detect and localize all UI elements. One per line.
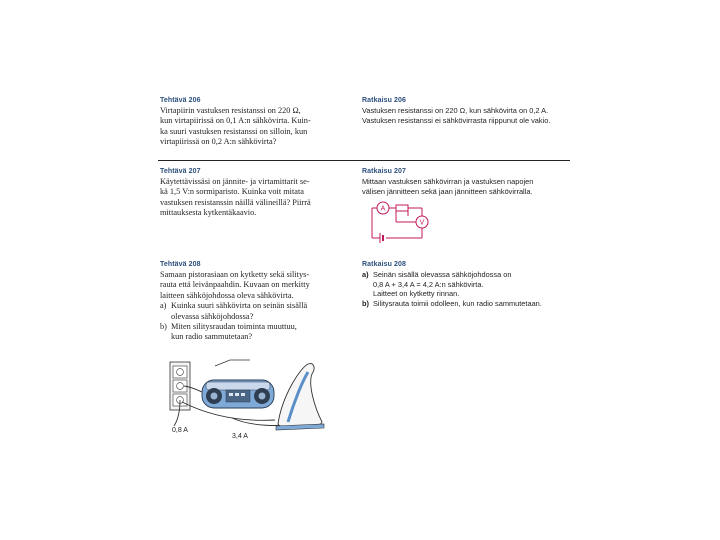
appliance-figure [160, 356, 350, 446]
task-208 [160, 261, 340, 343]
item-label: a) [160, 301, 167, 311]
task-206-text [160, 106, 340, 148]
task-208-heading: Tehtävä 208 [160, 261, 201, 268]
item-label: a) [362, 270, 369, 279]
item-label: b) [362, 298, 369, 308]
solution-206-heading: Ratkaisu 206 [362, 97, 407, 104]
circuit-diagram [366, 196, 438, 246]
task-206-line: virtapiirissä on 0,2 A:n sähkövirta? [160, 137, 277, 147]
solution-208-heading: Ratkaisu 208 [362, 261, 407, 268]
task-207-line: vastuksen resistanssin näillä välineillä? Piirrä [160, 197, 311, 207]
task-206-line: ka suuri vastuksen resistanssi on silloin, kun [160, 126, 308, 136]
solution-208-text [362, 270, 572, 308]
task-208-item-b [160, 322, 340, 332]
solution-207-heading: Ratkaisu 207 [362, 168, 407, 175]
solution-207-line: välisen jännitteen sekä jaan jännitteen sähkövirralla. [362, 186, 533, 196]
solution-207-text [362, 177, 572, 196]
task-207-line: Käytettävissäsi on jännite- ja virtamittarit se- [160, 177, 310, 186]
solution-206-text [362, 106, 572, 125]
task-206 [160, 97, 340, 148]
solution-207-line: Mittaan vastuksen sähkövirran ja vastuksen napojen [362, 177, 534, 186]
task-206-line: Virtapiirin vastuksen resistanssi on 220 Ω, [160, 106, 301, 115]
task-207-text [160, 177, 340, 219]
task-208-line: Samaan pistorasiaan on kytketty sekä silitys- [160, 270, 310, 279]
task-207-line: kä 1,5 V:n sormiparisto. Kuinka voit mitata [160, 187, 304, 197]
task-208-line: rauta että leivänpaahdin. Kuvaan on merkitty [160, 280, 310, 290]
task-207 [160, 168, 340, 219]
current-label-left: 0,8 A [172, 427, 188, 434]
radio-icon [202, 360, 274, 408]
solution-206-line: Vastuksen resistanssi on 220 Ω, kun sähkövirta on 0,2 A. [362, 106, 549, 115]
item-text-cont: Laitteet on kytketty rinnan. [373, 289, 460, 299]
item-label: b) [160, 322, 167, 332]
section-divider [158, 160, 570, 161]
task-207-line: mittauksesta kytkentäkaavio. [160, 208, 257, 218]
current-label-right: 3,4 A [232, 433, 248, 440]
task-207-heading: Tehtävä 207 [160, 168, 201, 175]
item-text-cont: 0,8 A + 3,4 A = 4,2 A:n sähkövirta. [373, 279, 484, 289]
solution-207 [362, 168, 572, 196]
solution-208-a [362, 270, 572, 280]
solution-208-b [362, 299, 572, 309]
solution-208 [362, 261, 572, 308]
voltmeter-label: V [419, 219, 425, 227]
item-text: Miten silitysraudan toiminta muuttuu, [171, 322, 297, 332]
item-text: Silitysrauta toimii odolleen, kun radio sammutetaan. [373, 298, 542, 308]
task-206-heading: Tehtävä 206 [160, 97, 201, 104]
solution-206 [362, 97, 572, 125]
item-text-cont: olevassa sähköjohdossa? [171, 311, 254, 321]
iron-icon [276, 364, 324, 430]
task-208-text [160, 270, 340, 343]
task-208-line: laitteen sähköjohdossa oleva sähkövirta. [160, 290, 294, 300]
item-text: Kuinka suuri sähkövirta on seinän sisällä [171, 301, 308, 311]
item-text: Seinän sisällä olevassa sähköjohdossa on [373, 270, 512, 279]
solution-206-line: Vastuksen resistanssi ei sähkövirrasta riippunut ole vakio. [362, 115, 551, 125]
task-208-item-a [160, 301, 340, 311]
ammeter-label: A [380, 205, 386, 213]
item-text-cont: kun radio sammutetaan? [171, 332, 253, 342]
task-206-line: kun virtapiirissä on 0,1 A:n sähkövirta. Kuin- [160, 116, 311, 126]
voltmeter-icon [416, 216, 428, 228]
ammeter-icon [377, 202, 389, 214]
